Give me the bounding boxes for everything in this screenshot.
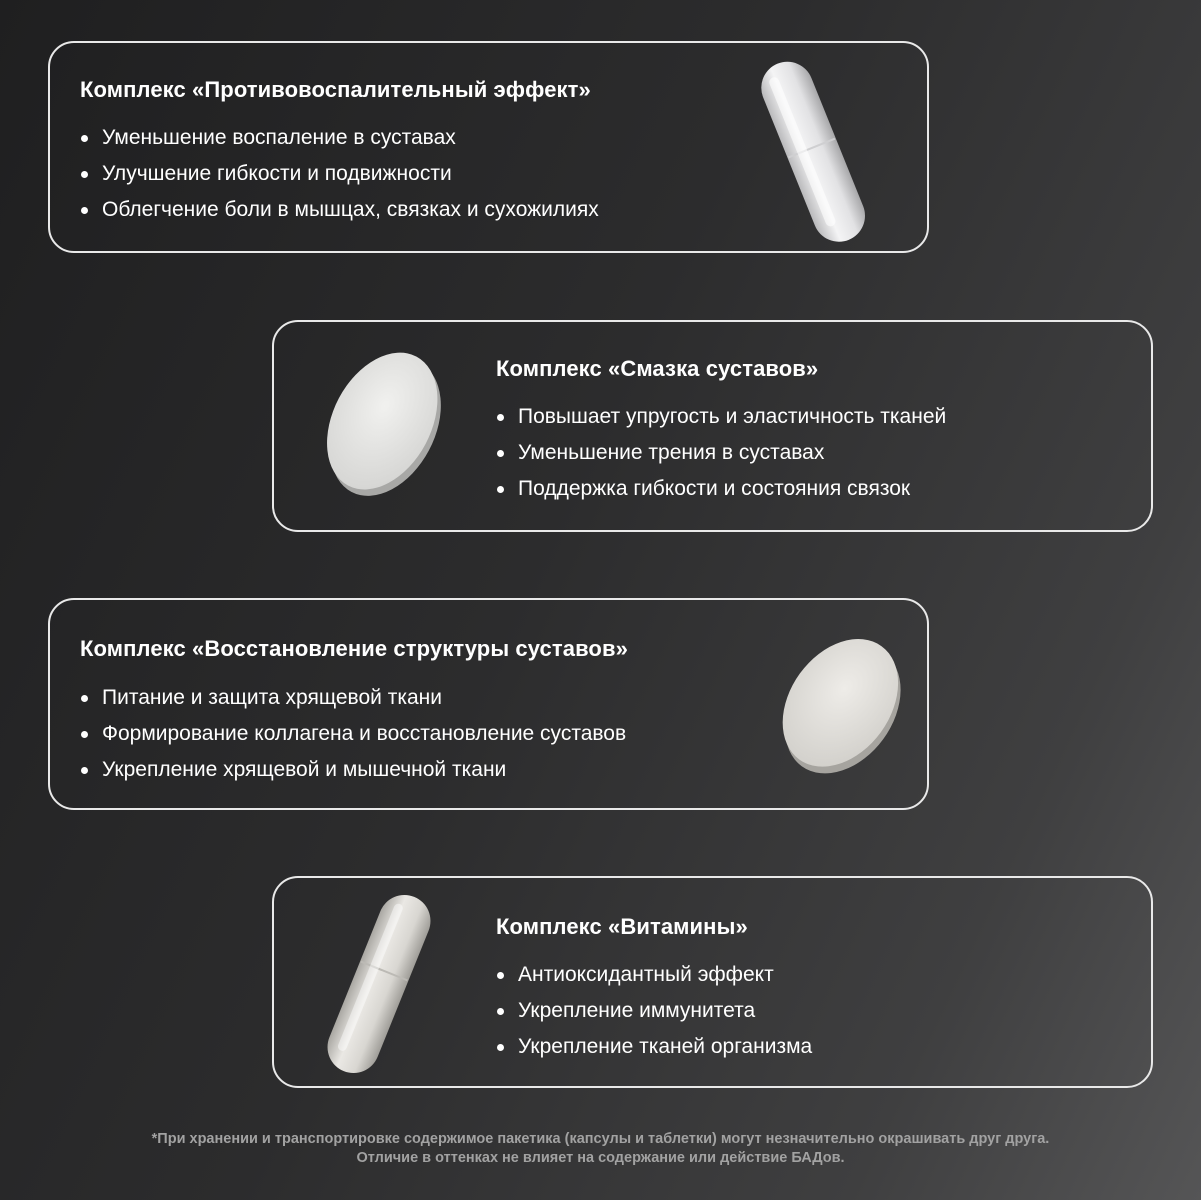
round-tablet-icon — [772, 624, 912, 784]
list-item: Питание и защита хрящевой ткани — [80, 680, 626, 716]
list-item: Повышает упругость и эластичность тканей — [496, 399, 946, 435]
list-item: Укрепление тканей организма — [496, 1029, 812, 1065]
card-title: Комплекс «Противовоспалительный эффект» — [80, 77, 591, 102]
list-item: Поддержка гибкости и состояния связок — [496, 471, 946, 507]
card-joint-restoration — [48, 598, 929, 810]
benefit-list — [496, 399, 946, 507]
card-title: Комплекс «Восстановление структуры суставов» — [80, 636, 628, 661]
white-capsule-icon — [304, 884, 454, 1084]
card-vitamins — [272, 876, 1153, 1088]
list-item: Уменьшение воспаление в суставах — [80, 120, 599, 156]
footnote — [0, 1130, 1201, 1168]
round-tablet-icon — [314, 342, 454, 502]
benefit-list — [496, 957, 812, 1065]
list-item: Формирование коллагена и восстановление суставов — [80, 716, 626, 752]
card-anti-inflammatory — [48, 41, 929, 253]
footnote-line: Отличие в оттенках не влияет на содержание или действие БАДов. — [356, 1150, 845, 1166]
card-title: Комплекс «Смазка суставов» — [496, 356, 819, 381]
card-title: Комплекс «Витамины» — [496, 914, 748, 939]
benefit-list — [80, 680, 626, 788]
list-item: Уменьшение трения в суставах — [496, 435, 946, 471]
clear-capsule-icon — [740, 51, 890, 251]
list-item: Укрепление иммунитета — [496, 993, 812, 1029]
list-item: Укрепление хрящевой и мышечной ткани — [80, 752, 626, 788]
footnote-line: *При хранении и транспортировке содержимое пакетика (капсулы и таблетки) могут незначительно окрашивать друг друга. — [151, 1131, 1050, 1147]
list-item: Антиоксидантный эффект — [496, 957, 812, 993]
list-item: Облегчение боли в мышцах, связках и сухожилиях — [80, 192, 599, 228]
list-item: Улучшение гибкости и подвижности — [80, 156, 599, 192]
card-joint-lubrication — [272, 320, 1153, 532]
benefit-list — [80, 120, 599, 228]
